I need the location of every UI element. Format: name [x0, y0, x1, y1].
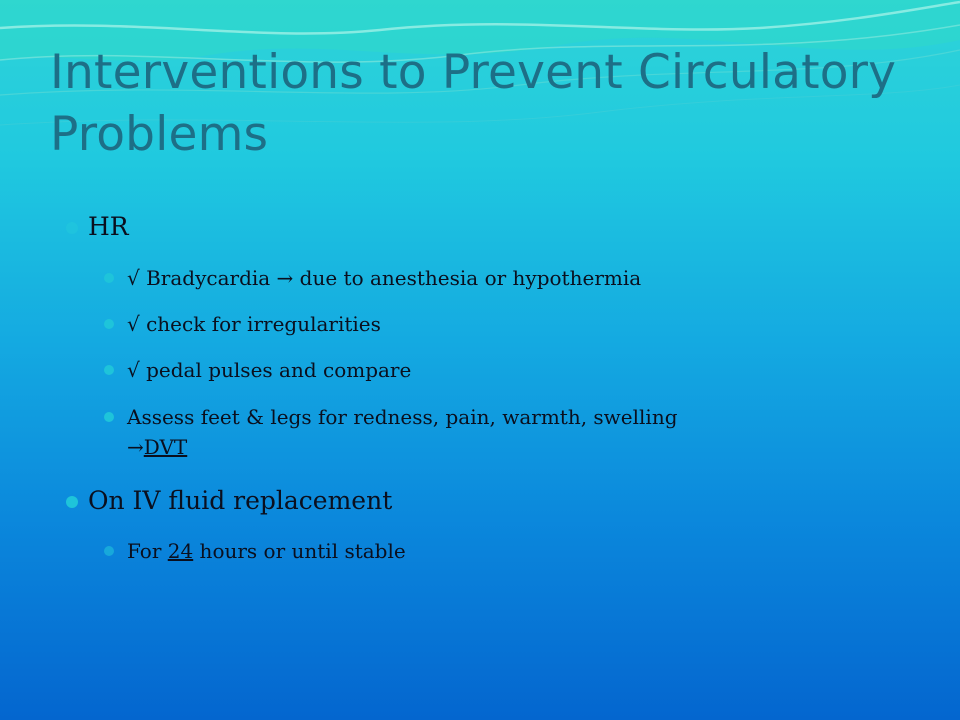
bullet-icon — [104, 273, 114, 283]
list-item-text: HR — [88, 212, 129, 241]
bullet-icon — [66, 222, 78, 234]
dvt-label: DVT — [143, 435, 188, 459]
bullet-icon — [104, 319, 114, 329]
list-item-text — [127, 536, 406, 566]
bullet-icon — [104, 546, 114, 556]
list-item-text: √ Bradycardia → due to anesthesia or hypothermia — [127, 266, 642, 290]
list-item-text-after: hours or until stable — [193, 539, 406, 563]
hours-value: 24 — [167, 539, 194, 563]
list-item-text: √ pedal pulses and compare — [127, 358, 412, 382]
slide-title: Interventions to Prevent Circulatory Problems — [50, 45, 897, 163]
list-item-text — [127, 402, 857, 462]
arrow-icon: → — [127, 435, 144, 459]
list-item-text-before: For — [127, 539, 168, 563]
bullet-icon — [104, 365, 114, 375]
list-item-text-main: Assess feet & legs for redness, pain, warmth, swelling — [127, 405, 678, 429]
list-item-text: √ check for irregularities — [127, 312, 381, 336]
list-item-text: On IV fluid replacement — [88, 486, 393, 515]
bullet-icon — [66, 496, 78, 508]
bullet-icon — [104, 412, 114, 422]
